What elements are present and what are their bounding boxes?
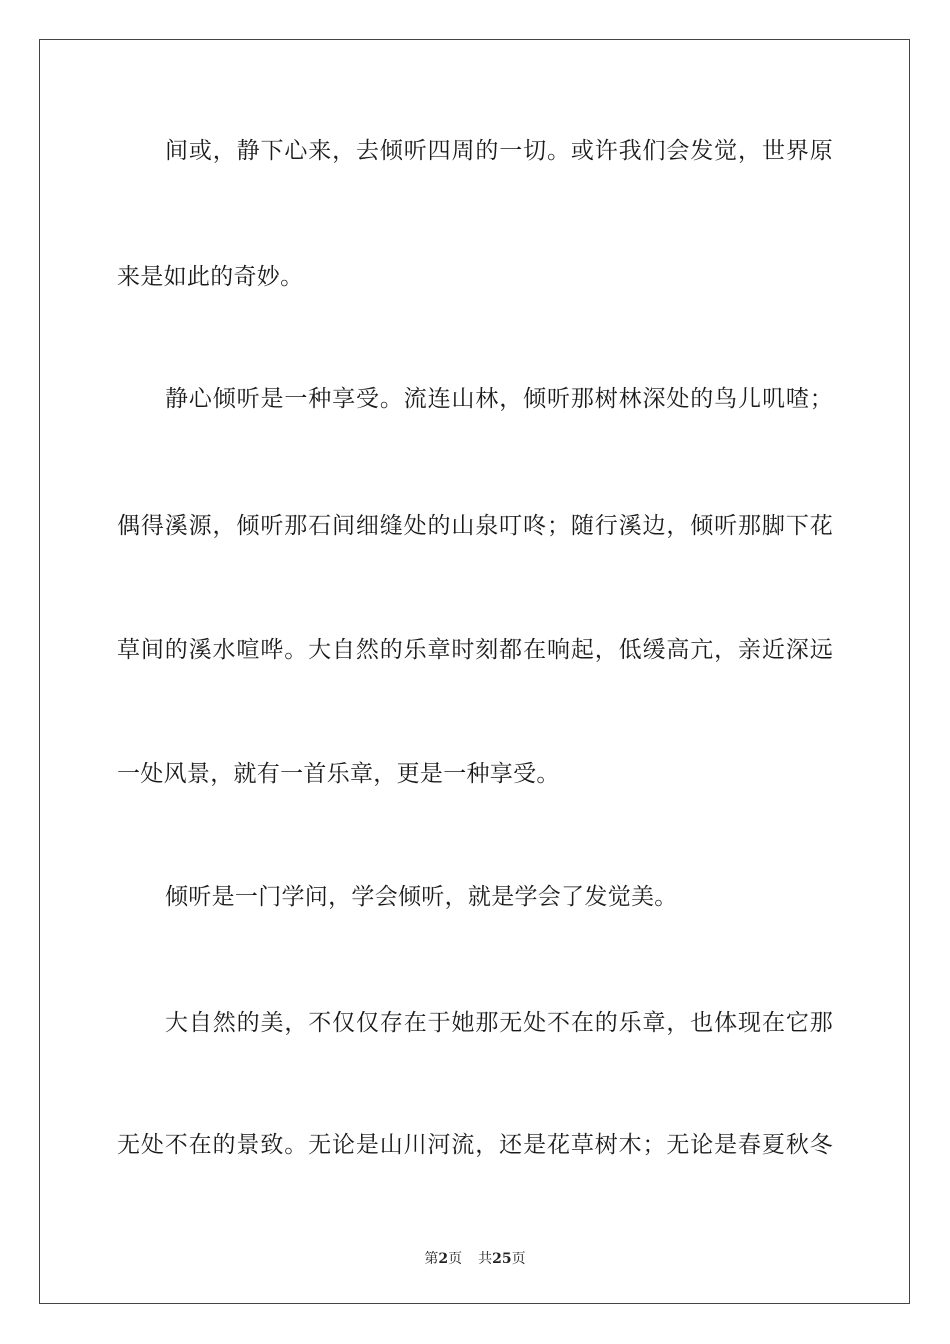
footer-page-prefix: 第: [424, 1251, 439, 1267]
text-line-4: 偶得溪源，倾听那石间细缝处的山泉叮咚；随行溪边，倾听那脚下花: [117, 513, 833, 539]
footer-page-suffix: 页: [448, 1251, 463, 1267]
text-line-1: 间或，静下心来，去倾听四周的一切。或许我们会发觉，世界原: [165, 138, 833, 164]
page-border: [39, 39, 910, 1304]
footer-total-pages: 25: [492, 1251, 512, 1267]
text-line-9: 无处不在的景致。无论是山川河流，还是花草树木；无论是春夏秋冬: [117, 1132, 833, 1158]
footer-total-suffix: 页: [511, 1251, 526, 1267]
text-line-5: 草间的溪水喧哗。大自然的乐章时刻都在响起，低缓高亢，亲近深远: [117, 637, 833, 663]
footer-total-prefix: 共: [478, 1251, 493, 1267]
text-line-2: 来是如此的奇妙。: [117, 264, 304, 290]
text-line-8: 大自然的美，不仅仅存在于她那无处不在的乐章，也体现在它那: [165, 1010, 833, 1036]
text-line-7: 倾听是一门学问，学会倾听，就是学会了发觉美。: [165, 884, 678, 910]
text-line-3: 静心倾听是一种享受。流连山林，倾听那树林深处的鸟儿叽喳；: [165, 386, 833, 412]
footer-page-number: 2: [438, 1251, 449, 1267]
page-footer: [0, 1248, 950, 1268]
text-line-6: 一处风景，就有一首乐章，更是一种享受。: [117, 761, 560, 787]
